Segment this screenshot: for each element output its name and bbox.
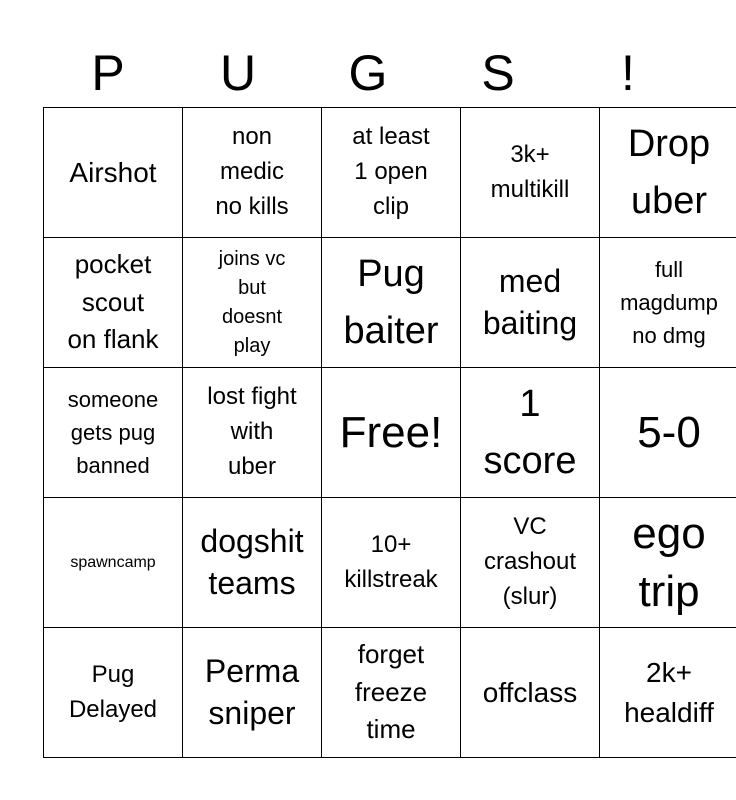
bingo-cell[interactable]: lost fight with uber [183, 368, 322, 498]
header-letter-u: U [219, 45, 257, 101]
bingo-cell[interactable]: med baiting [461, 238, 600, 368]
bingo-cell[interactable]: Pug Delayed [44, 628, 183, 758]
bingo-cell[interactable]: offclass [461, 628, 600, 758]
bingo-cell[interactable]: non medic no kills [183, 108, 322, 238]
bingo-cell[interactable]: at least 1 open clip [322, 108, 461, 238]
header-letter-g: G [348, 45, 388, 101]
bingo-row-5 [44, 628, 736, 758]
bingo-cell[interactable]: spawncamp [44, 498, 183, 628]
free-space-cell[interactable]: Free! [322, 368, 461, 498]
header-letter-p: P [91, 45, 125, 101]
bingo-grid [43, 107, 736, 758]
bingo-cell[interactable]: full magdump no dmg [600, 238, 736, 368]
header-letter-exclamation: ! [621, 45, 635, 101]
bingo-row-1 [44, 108, 736, 238]
bingo-row-2 [44, 238, 736, 368]
bingo-cell[interactable]: 5-0 [600, 368, 736, 498]
bingo-row-4 [44, 498, 736, 628]
bingo-cell[interactable]: pocket scout on flank [44, 238, 183, 368]
header-letter-s: S [481, 45, 515, 101]
bingo-row-3 [44, 368, 736, 498]
bingo-header [43, 40, 693, 106]
bingo-cell[interactable]: joins vc but doesnt play [183, 238, 322, 368]
bingo-cell[interactable]: Pug baiter [322, 238, 461, 368]
bingo-cell[interactable]: Perma sniper [183, 628, 322, 758]
bingo-cell[interactable]: 3k+ multikill [461, 108, 600, 238]
bingo-cell[interactable]: 2k+ healdiff [600, 628, 736, 758]
bingo-cell[interactable]: someone gets pug banned [44, 368, 183, 498]
bingo-cell[interactable]: forget freeze time [322, 628, 461, 758]
bingo-cell[interactable]: 10+ killstreak [322, 498, 461, 628]
bingo-cell[interactable]: ego trip [600, 498, 736, 628]
bingo-cell[interactable]: 1 score [461, 368, 600, 498]
bingo-cell[interactable]: VC crashout (slur) [461, 498, 600, 628]
bingo-cell[interactable]: dogshit teams [183, 498, 322, 628]
bingo-cell[interactable]: Airshot [44, 108, 183, 238]
bingo-cell[interactable]: Drop uber [600, 108, 736, 238]
